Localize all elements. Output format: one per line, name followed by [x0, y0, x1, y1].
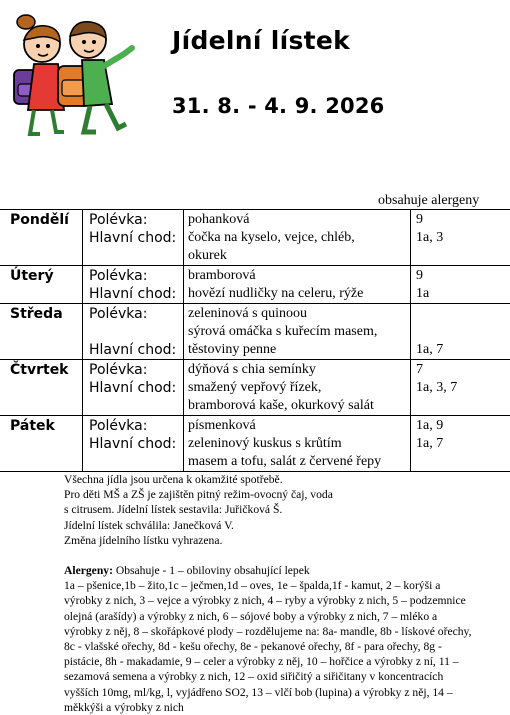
allergen-codes	[411, 360, 510, 416]
main-dish: okurek	[188, 247, 410, 265]
course-labels	[83, 416, 184, 472]
allergens-first-line: Obsahuje - 1 – obiloviny obsahující lepek	[113, 564, 310, 577]
course-labels	[83, 304, 184, 360]
allergen-line: 8c - vlašské ořechy, 8d - kešu ořechy, 8e - pekanové ořechy, 8f - para ořechy, 8g -	[64, 639, 504, 654]
soup-allergens: 1a, 9	[416, 417, 510, 435]
menu-row-2	[0, 304, 510, 360]
allergens-intro	[64, 563, 504, 578]
allergen-line: výrobky z něj, 8 – skořápkové plody – rozdělujeme na: 8a- mandle, 8b - lískové ořechy,	[64, 624, 504, 639]
soup-label: Polévka:	[89, 267, 183, 285]
menu-row-4	[0, 416, 510, 472]
allergen-column-header: obsahuje alergeny	[378, 193, 479, 209]
dishes	[184, 210, 411, 266]
main-dish: čočka na kyselo, vejce, chléb,	[188, 229, 410, 247]
main-dish: sýrová omáčka s kuřecím masem,	[188, 323, 410, 341]
dishes	[184, 304, 411, 360]
note-line: Všechna jídla jsou určena k okamžité spotřebě.	[64, 472, 504, 487]
allergen-line: olejná (arašídy) a výrobky z nich, 6 – sójové boby a výrobky z nich, 7 – mléko a	[64, 609, 504, 624]
day-name: Úterý	[0, 266, 83, 304]
main-course-label: Hlavní chod:	[89, 341, 183, 359]
main-allergens: 1a, 7	[416, 435, 510, 453]
note-line: Změna jídelního lístku vyhrazena.	[64, 533, 504, 548]
soup-dish: písmenková	[188, 417, 410, 435]
allergen-line: měkkýši a výrobky z nich	[64, 700, 504, 715]
soup-label: Polévka:	[89, 211, 183, 229]
soup-label: Polévka:	[89, 361, 183, 379]
allergens-label: Alergeny:	[64, 564, 113, 577]
course-labels	[83, 210, 184, 266]
menu-table	[0, 209, 510, 472]
allergen-line: sezamová semena a výrobky z nich, 12 – oxid siřičitý a siřičitany v koncentracích	[64, 669, 504, 684]
allergen-codes	[411, 416, 510, 472]
main-dish: těstoviny penne	[188, 341, 410, 359]
date-range: 31. 8. - 4. 9. 2026	[172, 94, 385, 118]
allergen-line: vyšších 10mg, ml/kg, l, vyjádřeno SO2, 13 – vlčí bob (lupina) a výrobky z něj, 14 –	[64, 685, 504, 700]
main-course-label: Hlavní chod:	[89, 379, 183, 397]
dishes	[184, 416, 411, 472]
children-with-backpacks-illustration	[4, 14, 136, 138]
note-line: Jídelní lístek schválila: Janečková V.	[64, 518, 504, 533]
note-line: s citrusem. Jídelní lístek sestavila: Juřičková Š.	[64, 502, 504, 517]
allergen-codes	[411, 210, 510, 266]
day-name: Středa	[0, 304, 83, 360]
soup-allergens: 7	[416, 361, 510, 379]
day-name: Pátek	[0, 416, 83, 472]
boy-figure	[58, 22, 132, 132]
main-dish: zeleninový kuskus s krůtím	[188, 435, 410, 453]
allergen-codes	[411, 304, 510, 360]
main-dish: smažený vepřový řízek,	[188, 379, 410, 397]
soup-label: Polévka:	[89, 417, 183, 435]
menu-row-0	[0, 210, 510, 266]
course-labels	[83, 266, 184, 304]
main-allergens: 1a, 3	[416, 229, 510, 247]
main-dish: masem a tofu, salát z červené řepy	[188, 453, 410, 471]
notes-section	[64, 472, 504, 715]
day-name: Čtvrtek	[0, 360, 83, 416]
menu-row-3	[0, 360, 510, 416]
soup-dish: dýňová s chia semínky	[188, 361, 410, 379]
course-labels	[83, 360, 184, 416]
main-course-label: Hlavní chod:	[89, 435, 183, 453]
main-course-label: Hlavní chod:	[89, 229, 183, 247]
main-allergens: 1a, 3, 7	[416, 379, 510, 397]
main-dish: bramborová kaše, okurkový salát	[188, 397, 410, 415]
soup-dish: bramborová	[188, 267, 410, 285]
header	[0, 0, 510, 190]
soup-allergens: 9	[416, 267, 510, 285]
girl-figure	[14, 15, 64, 134]
day-name: Pondělí	[0, 210, 83, 266]
soup-dish: zeleninová s quinoou	[188, 305, 410, 323]
main-allergens: 1a	[416, 285, 510, 303]
soup-dish: pohanková	[188, 211, 410, 229]
dishes	[184, 360, 411, 416]
page-title: Jídelní lístek	[172, 26, 350, 55]
allergen-codes	[411, 266, 510, 304]
allergen-line: výrobky z nich, 3 – vejce a výrobky z nich, 4 – ryby a výrobky z nich, 5 – podzemnice	[64, 593, 504, 608]
main-dish: hovězí nudličky na celeru, rýže	[188, 285, 410, 303]
soup-label: Polévka:	[89, 305, 183, 323]
allergen-line: 1a – pšenice,1b – žito,1c – ječmen,1d – oves, 1e – špalda,1f - kamut, 2 – korýši a	[64, 578, 504, 593]
menu-row-1	[0, 266, 510, 304]
main-course-label: Hlavní chod:	[89, 285, 183, 303]
note-line: Pro děti MŠ a ZŠ je zajištěn pitný režim-ovocný čaj, voda	[64, 487, 504, 502]
allergen-line: pistácie, 8h - makadamie, 9 – celer a výrobky z něj, 10 – hořčice a výrobky z ní, 11 –	[64, 654, 504, 669]
main-allergens: 1a, 7	[416, 341, 510, 359]
dishes	[184, 266, 411, 304]
soup-allergens: 9	[416, 211, 510, 229]
